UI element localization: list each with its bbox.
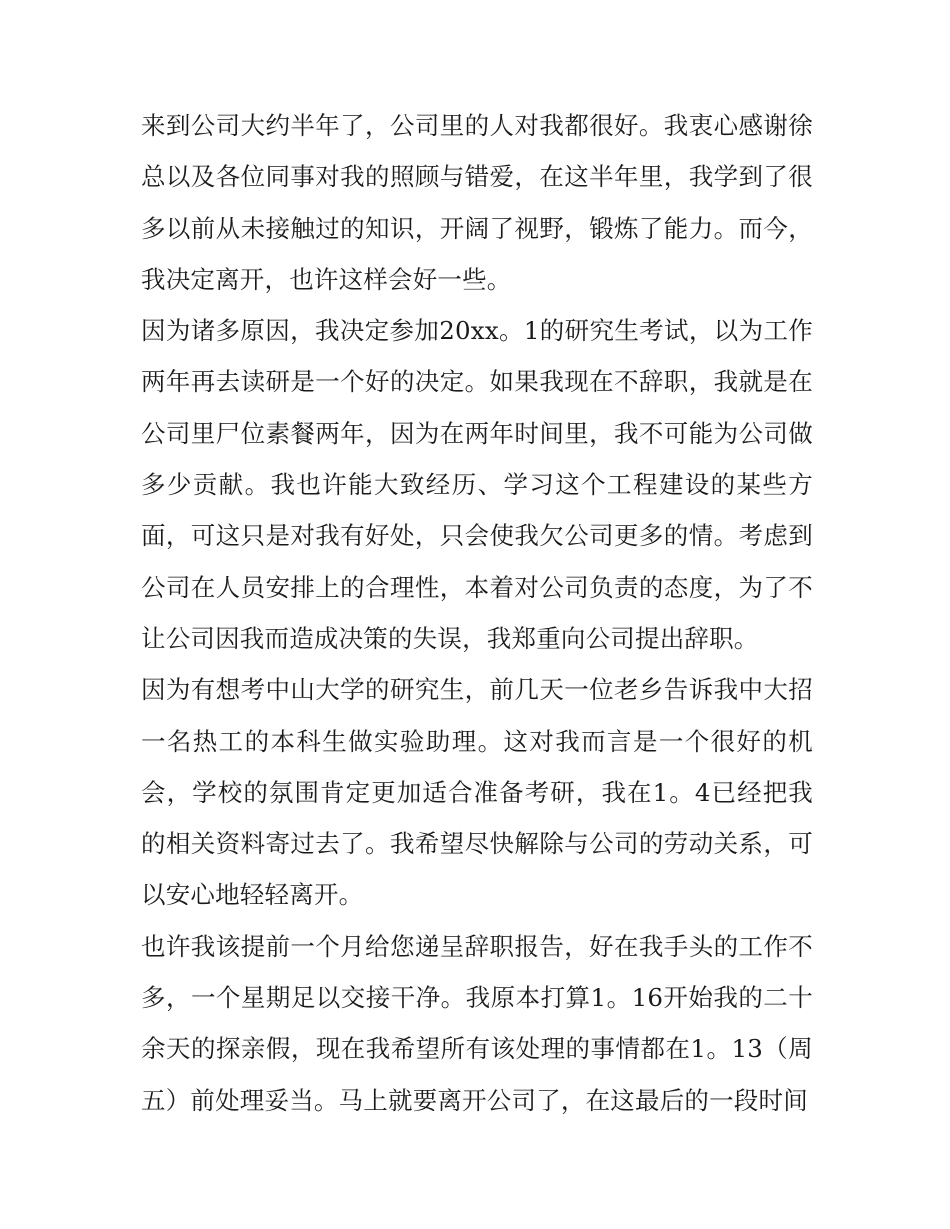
- paragraph-2: 因为诸多原因，我决定参加20xx。1的研究生考试，以为工作两年再去读研是一个好的决定。如果我现在不辞职，我就是在公司里尸位素餐两年，因为在两年时间里，我不可能为公司做多少贡献。我也许能大致经历、学习这个工程建设的某些方面，可这只是对我有好处，只会使我欠公司更多的情。考虑到公司在人员安排上的合理性，本着对公司负责的态度，为了不让公司因我而造成决策的失误，我郑重向公司提出辞职。: [141, 316, 813, 653]
- document-body: [141, 100, 813, 1126]
- paragraph-4: 也许我该提前一个月给您递呈辞职报告，好在我手头的工作不多，一个星期足以交接干净。我原本打算1。16开始我的二十余天的探亲假，现在我希望所有该处理的事情都在1。13（周五）前处理妥当。马上就要离开公司了，在这最后的一段时间: [141, 931, 813, 1115]
- paragraph-3: 因为有想考中山大学的研究生，前几天一位老乡告诉我中大招一名热工的本科生做实验助理。这对我而言是一个很好的机会，学校的氛围肯定更加适合准备考研，我在1。4已经把我的相关资料寄过去了。我希望尽快解除与公司的劳动关系，可以安心地轻轻离开。: [141, 675, 813, 910]
- paragraph-1: 来到公司大约半年了，公司里的人对我都很好。我衷心感谢徐总以及各位同事对我的照顾与错爱，在这半年里，我学到了很多以前从未接触过的知识，开阔了视野，锻炼了能力。而今，我决定离开，也许这样会好一些。: [141, 111, 813, 294]
